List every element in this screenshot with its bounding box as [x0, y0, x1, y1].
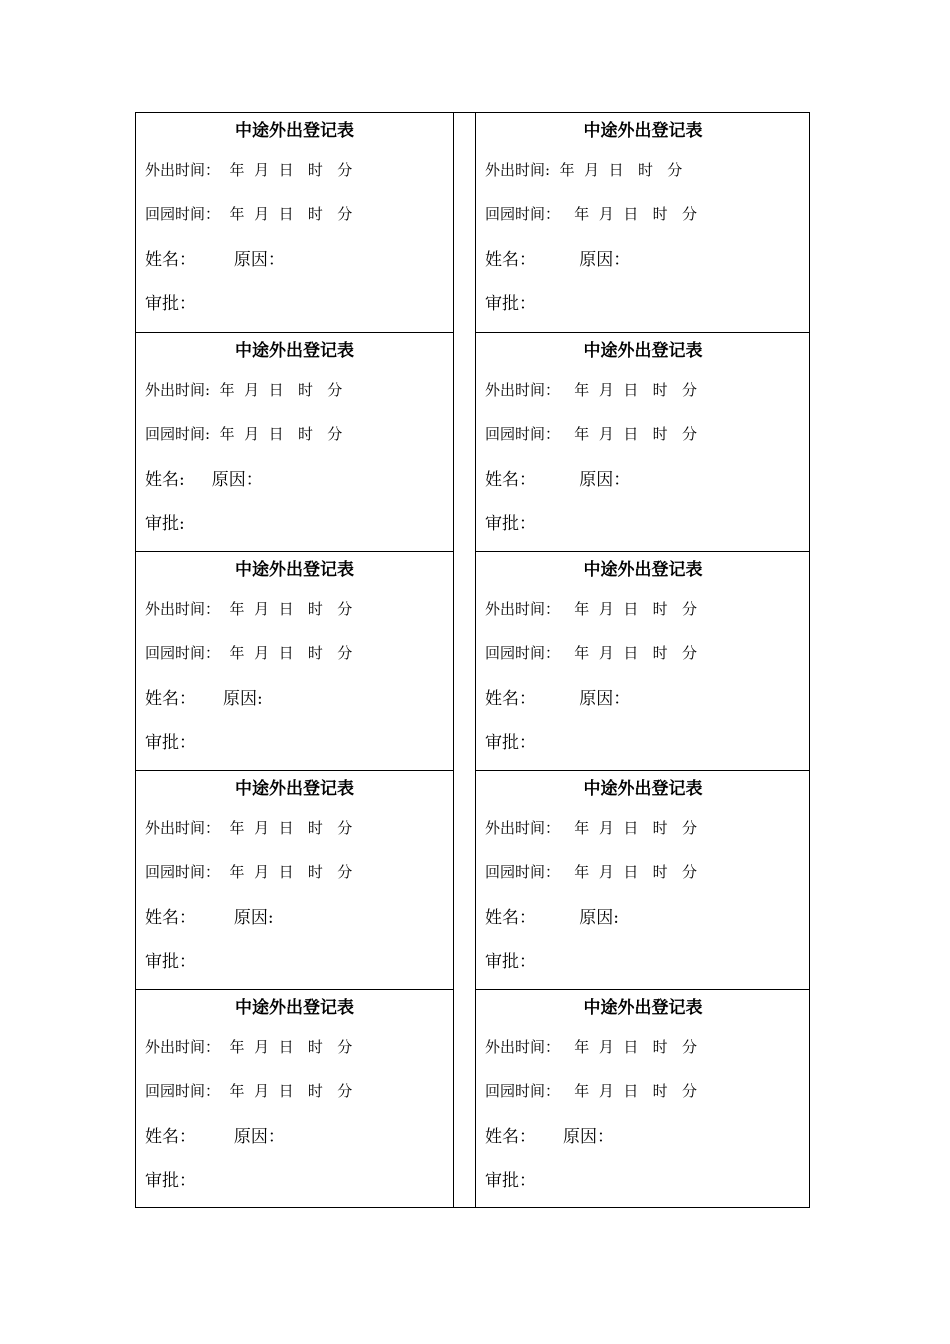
registration-card	[476, 551, 810, 770]
out-time-field: 外出时间: 年 月 日 时 分	[145, 381, 343, 399]
approval-field: 审批：	[145, 952, 196, 972]
card-title: 中途外出登记表	[583, 998, 703, 1018]
approval-field: 审批：	[145, 1171, 196, 1191]
registration-card	[136, 113, 453, 332]
return-time-field: 回园时间： 年 月 日 时 分	[485, 205, 697, 223]
out-time-field: 外出时间： 年 月 日 时 分	[145, 819, 353, 837]
approval-field: 审批：	[145, 733, 196, 753]
name-reason-field: 姓名： 原因：	[145, 250, 285, 270]
name-reason-field: 姓名： 原因：	[485, 689, 631, 709]
registration-card	[136, 551, 453, 770]
name-reason-field: 姓名： 原因:	[145, 908, 274, 928]
out-time-field: 外出时间: 年 月 日 时 分	[485, 161, 683, 179]
registration-card	[476, 989, 810, 1208]
card-title: 中途外出登记表	[235, 779, 354, 799]
return-time-field: 回园时间： 年 月 日 时 分	[485, 425, 697, 443]
approval-field: 审批：	[485, 733, 536, 753]
card-title: 中途外出登记表	[235, 998, 354, 1018]
name-reason-field: 姓名: 原因：	[145, 470, 263, 490]
name-reason-field: 姓名： 原因：	[145, 1127, 285, 1147]
name-reason-field: 姓名： 原因:	[145, 689, 263, 709]
registration-card	[136, 770, 453, 989]
out-time-field: 外出时间： 年 月 日 时 分	[485, 819, 697, 837]
out-time-field: 外出时间： 年 月 日 时 分	[145, 1038, 353, 1056]
approval-field: 审批:	[145, 514, 185, 534]
return-time-field: 回园时间: 年 月 日 时 分	[145, 425, 343, 443]
card-title: 中途外出登记表	[235, 121, 354, 141]
approval-field: 审批：	[145, 294, 196, 314]
registration-card	[476, 332, 810, 551]
column-gap	[453, 113, 476, 1207]
name-reason-field: 姓名： 原因：	[485, 1127, 615, 1147]
card-title: 中途外出登记表	[583, 560, 703, 580]
card-title: 中途外出登记表	[583, 121, 703, 141]
card-title: 中途外出登记表	[583, 779, 703, 799]
registration-card	[476, 113, 810, 332]
return-time-field: 回园时间： 年 月 日 时 分	[145, 644, 353, 662]
out-time-field: 外出时间： 年 月 日 时 分	[145, 600, 353, 618]
return-time-field: 回园时间： 年 月 日 时 分	[485, 1082, 697, 1100]
approval-field: 审批：	[485, 1171, 536, 1191]
name-reason-field: 姓名： 原因:	[485, 908, 619, 928]
registration-card	[476, 770, 810, 989]
name-reason-field: 姓名： 原因：	[485, 470, 631, 490]
name-reason-field: 姓名： 原因：	[485, 250, 631, 270]
card-title: 中途外出登记表	[235, 341, 354, 361]
return-time-field: 回园时间： 年 月 日 时 分	[485, 644, 697, 662]
return-time-field: 回园时间： 年 月 日 时 分	[145, 863, 353, 881]
registration-card	[136, 989, 453, 1208]
return-time-field: 回园时间： 年 月 日 时 分	[145, 1082, 353, 1100]
out-time-field: 外出时间： 年 月 日 时 分	[145, 161, 353, 179]
out-time-field: 外出时间： 年 月 日 时 分	[485, 1038, 697, 1056]
out-time-field: 外出时间： 年 月 日 时 分	[485, 600, 697, 618]
return-time-field: 回园时间： 年 月 日 时 分	[145, 205, 353, 223]
approval-field: 审批：	[485, 952, 536, 972]
return-time-field: 回园时间： 年 月 日 时 分	[485, 863, 697, 881]
registration-card	[136, 332, 453, 551]
approval-field: 审批：	[485, 294, 536, 314]
registration-sheet	[135, 112, 810, 1208]
approval-field: 审批：	[485, 514, 536, 534]
out-time-field: 外出时间： 年 月 日 时 分	[485, 381, 697, 399]
card-title: 中途外出登记表	[583, 341, 703, 361]
card-title: 中途外出登记表	[235, 560, 354, 580]
